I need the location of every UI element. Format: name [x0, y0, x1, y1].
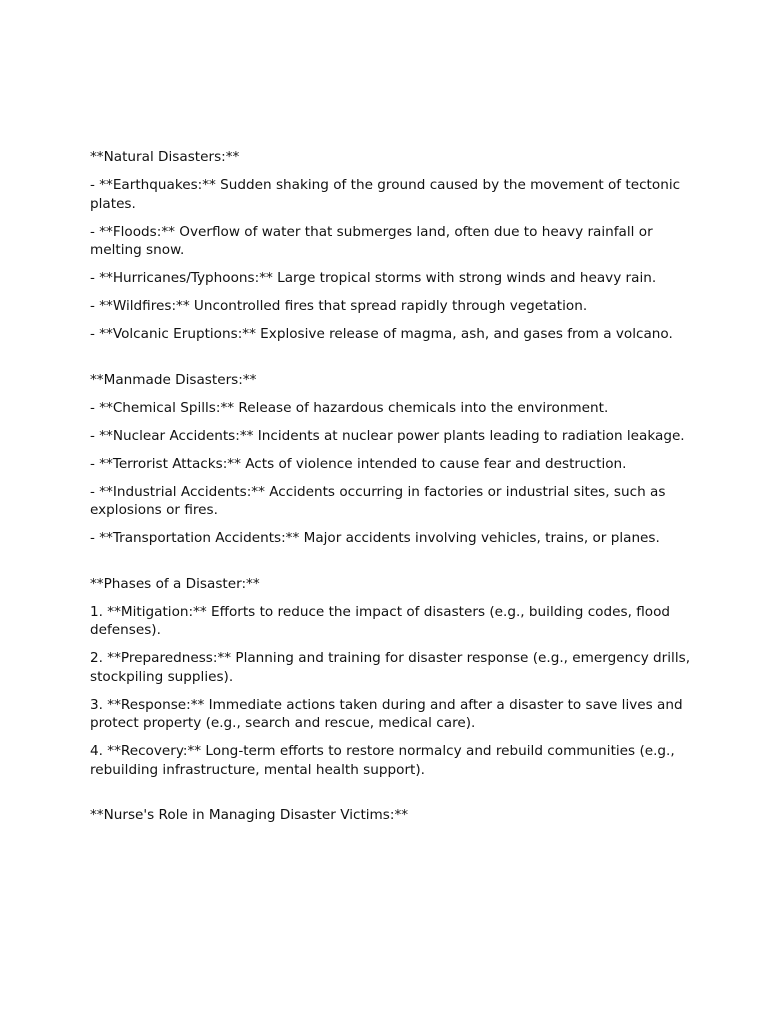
list-item: - **Industrial Accidents:** Accidents occurring in factories or industrial sites, such as explosions or fires.	[90, 483, 666, 518]
section-heading: **Phases of a Disaster:**	[90, 575, 260, 592]
list-item: 3. **Response:** Immediate actions taken during and after a disaster to save lives and protect property (e.g., search and rescue, medical care).	[90, 696, 683, 731]
document-page	[90, 148, 690, 834]
section-heading: **Natural Disasters:**	[90, 149, 240, 165]
section-natural-disasters	[90, 148, 690, 344]
section-manmade-disasters	[90, 371, 690, 548]
list-item: - **Volcanic Eruptions:** Explosive release of magma, ash, and gases from a volcano.	[90, 326, 673, 342]
list-item: - **Floods:** Overflow of water that submerges land, often due to heavy rainfall or melting snow.	[90, 223, 653, 258]
list-item: - **Wildfires:** Uncontrolled fires that spread rapidly through vegetation.	[90, 298, 588, 314]
section-heading: **Manmade Disasters:**	[90, 371, 257, 388]
list-item: 2. **Preparedness:** Planning and training for disaster response (e.g., emergency drills, stockpiling supplies).	[90, 650, 691, 685]
list-item: - **Transportation Accidents:** Major accidents involving vehicles, trains, or planes.	[90, 530, 660, 546]
list-item: 1. **Mitigation:** Efforts to reduce the impact of disasters (e.g., building codes, flood defenses).	[90, 603, 671, 638]
section-nurse-role	[90, 806, 690, 825]
section-heading: **Nurse's Role in Managing Disaster Victims:**	[90, 807, 409, 823]
list-item: - **Chemical Spills:** Release of hazardous chemicals into the environment.	[90, 399, 609, 416]
list-item: - **Earthquakes:** Sudden shaking of the ground caused by the movement of tectonic plates.	[90, 177, 681, 212]
list-item: - **Nuclear Accidents:** Incidents at nuclear power plants leading to radiation leakage.	[90, 427, 685, 444]
section-phases-of-disaster	[90, 575, 690, 780]
list-item: - **Terrorist Attacks:** Acts of violence intended to cause fear and destruction.	[90, 455, 627, 472]
list-item: 4. **Recovery:** Long-term efforts to restore normalcy and rebuild communities (e.g., rebuilding infrastructure, mental health support).	[90, 743, 675, 778]
list-item: - **Hurricanes/Typhoons:** Large tropical storms with strong winds and heavy rain.	[90, 270, 657, 286]
